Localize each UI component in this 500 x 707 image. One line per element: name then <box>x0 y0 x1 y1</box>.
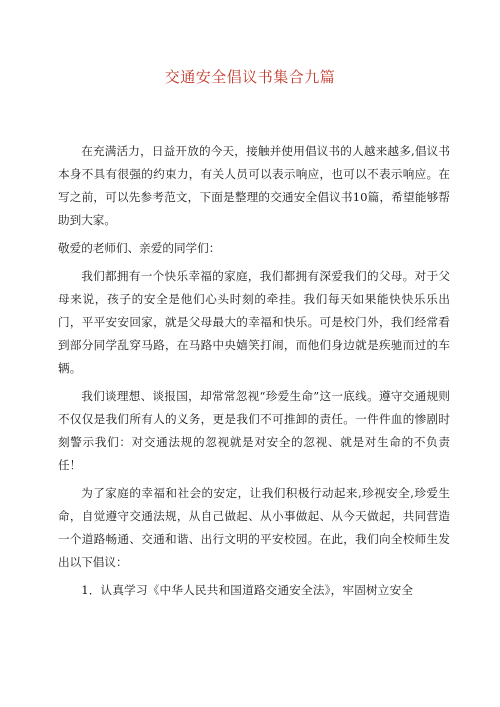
body-paragraph-3: 为了家庭的幸福和社会的安定，让我们积极行动起来,珍视安全,珍爱生命，自觉遵守交通法规，从自己做起、从小事做起、从今天做起，共同营造一个道路畅通、交通和谐、出行文明的平安校园。在此，我们向全校师生发出以下倡议： <box>58 486 450 569</box>
intro-paragraph: 在充满活力，日益开放的今天，接触并使用倡议书的人越来越多,倡议书本身不具有很强的约束力，有关人员可以表示响应，也可以不表示响应。在写之前，可以先参考范文，下面是整理的交通安全倡议书10篇，希望能够帮助到大家。 <box>58 144 450 227</box>
document-body <box>58 140 450 607</box>
document-title: 交通安全倡议书集合九篇 <box>164 68 336 86</box>
body-paragraph-2: 我们谈理想、谈报国，却常常忽视“珍爱生命”这一底线。遵守交通规则不仅仅是我们所有人的义务，更是我们不可推卸的责任。一件件血的惨剧时刻警示我们：对交通法规的忽视就是对安全的忽视、就是对生命的不负责任！ <box>58 389 450 472</box>
body-paragraph-1: 我们都拥有一个快乐幸福的家庭，我们都拥有深爱我们的父母。对于父母来说，孩子的安全是他们心头时刻的牵挂。我们每天如果能快快乐乐出门，平平安安回家，就是父母最大的幸福和快乐。可是校门外，我们经常看到部分同学乱穿马路，在马路中央嬉笑打闹，而他们身边就是疾驰而过的车辆。 <box>58 269 450 375</box>
list-item-1: 1．认真学习《中华人民共和国道路交通安全法》，牢固树立安全 <box>81 583 414 597</box>
greeting-line: 敬爱的老师们、亲爱的同学们： <box>58 241 221 255</box>
